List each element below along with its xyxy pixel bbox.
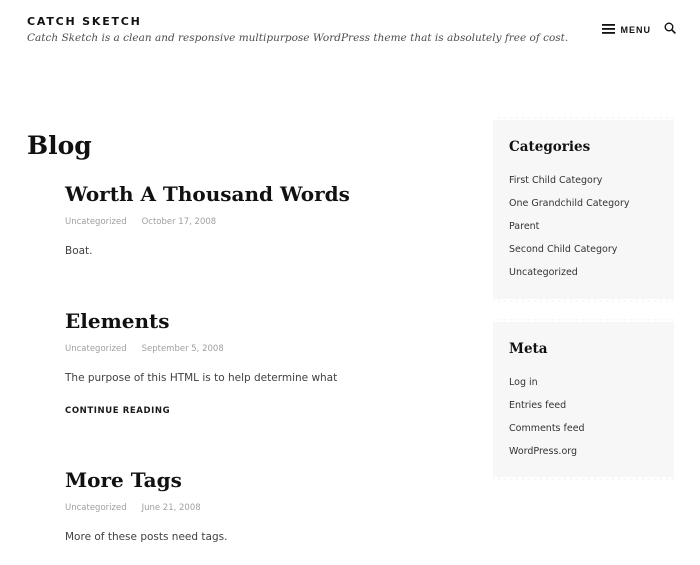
sidebar-widget-categories bbox=[493, 120, 674, 299]
widget-title: Categories bbox=[509, 139, 591, 155]
main-column bbox=[27, 120, 493, 544]
post-list bbox=[27, 183, 461, 544]
post-title-link[interactable]: Worth A Thousand Words bbox=[65, 182, 350, 207]
sidebar-link[interactable]: WordPress.org bbox=[509, 445, 578, 457]
sidebar-link[interactable]: Comments feed bbox=[509, 422, 585, 434]
menu-toggle-button[interactable] bbox=[602, 22, 652, 37]
continue-reading-link[interactable]: CONTINUE READING bbox=[65, 405, 171, 416]
post bbox=[65, 183, 461, 258]
post-excerpt: Boat. bbox=[65, 245, 93, 258]
post-excerpt: More of these posts need tags. bbox=[65, 530, 228, 543]
post-date-link[interactable]: June 21, 2008 bbox=[141, 502, 201, 513]
post bbox=[65, 310, 461, 416]
widget-link-list bbox=[509, 176, 658, 278]
post-title-link[interactable]: More Tags bbox=[65, 467, 182, 492]
menu-label: MENU bbox=[620, 24, 651, 35]
sidebar-widget-meta bbox=[493, 322, 674, 478]
widget-title: Meta bbox=[509, 340, 548, 357]
post-meta bbox=[65, 503, 461, 513]
page-title: Blog bbox=[27, 131, 92, 160]
sidebar-link[interactable]: First Child Category bbox=[509, 175, 603, 186]
post-meta bbox=[65, 344, 461, 354]
post-title-link[interactable]: Elements bbox=[65, 309, 170, 334]
sidebar-link[interactable]: Entries feed bbox=[509, 399, 567, 411]
post bbox=[65, 469, 461, 544]
post-meta bbox=[65, 217, 461, 227]
search-button[interactable] bbox=[664, 22, 676, 37]
post-category-link[interactable]: Uncategorized bbox=[65, 344, 127, 355]
post-date-link[interactable]: October 17, 2008 bbox=[141, 217, 217, 228]
sidebar-link[interactable]: Uncategorized bbox=[509, 267, 578, 278]
content-area bbox=[0, 120, 700, 544]
site-tagline: Catch Sketch is a clean and responsive multipurpose WordPress theme that is absolutely free of cost. bbox=[27, 32, 569, 44]
site-header bbox=[0, 0, 700, 44]
search-icon bbox=[664, 22, 676, 37]
post-excerpt: The purpose of this HTML is to help determine what bbox=[65, 372, 338, 385]
sidebar-link[interactable]: Log in bbox=[509, 376, 538, 388]
post-category-link[interactable]: Uncategorized bbox=[65, 217, 127, 228]
sidebar-link[interactable]: Second Child Category bbox=[509, 244, 618, 255]
site-title-link[interactable]: CATCH SKETCH bbox=[27, 15, 142, 28]
hamburger-icon bbox=[602, 22, 615, 37]
sidebar-link[interactable]: Parent bbox=[509, 221, 540, 232]
sidebar bbox=[493, 120, 674, 500]
header-actions bbox=[602, 22, 677, 37]
sidebar-link[interactable]: One Grandchild Category bbox=[509, 198, 630, 209]
post-category-link[interactable]: Uncategorized bbox=[65, 502, 127, 513]
widget-link-list bbox=[509, 378, 658, 457]
post-date-link[interactable]: September 5, 2008 bbox=[141, 344, 224, 355]
